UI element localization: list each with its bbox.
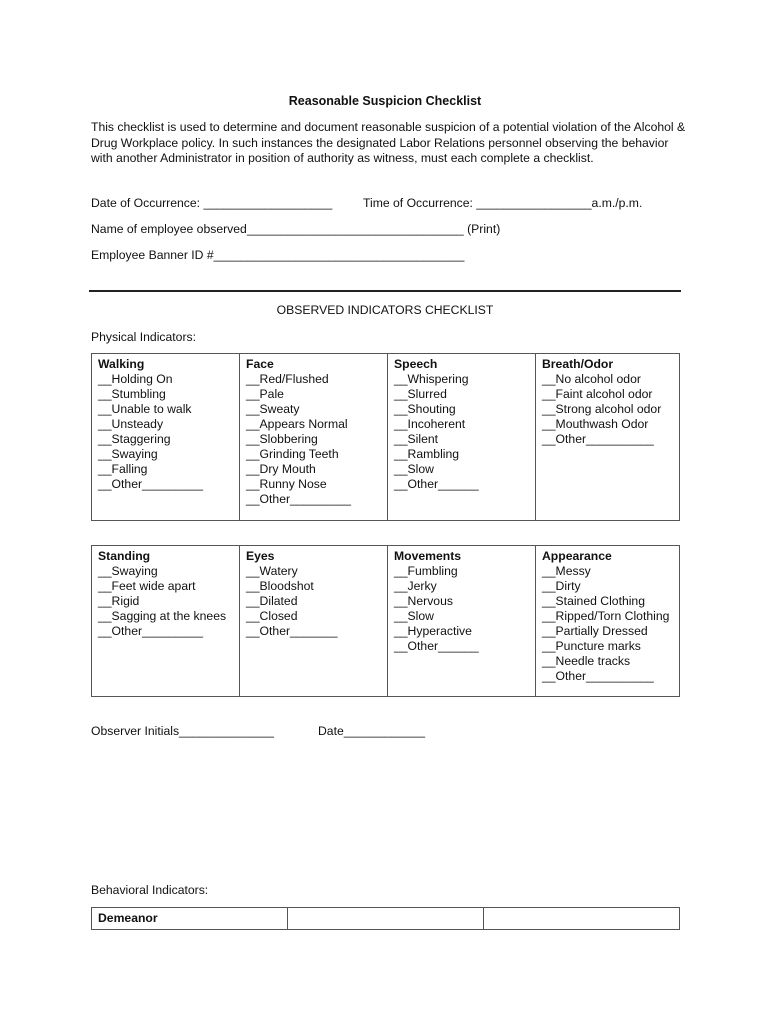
checklist-item[interactable]: __Staggering	[98, 432, 171, 446]
checklist-item[interactable]: __Dirty	[542, 579, 581, 593]
eyes-cell	[240, 546, 388, 697]
checklist-item[interactable]: __Other______	[394, 477, 479, 491]
employee-name-field[interactable]: Name of employee observed________________________________ (Print)	[91, 222, 501, 236]
checklist-item[interactable]: __Other__________	[542, 432, 654, 446]
empty-cell	[484, 908, 680, 930]
checklist-item[interactable]: __Appears Normal	[246, 417, 348, 431]
column-header: Speech	[394, 357, 438, 371]
checklist-item[interactable]: __Unable to walk	[98, 402, 192, 416]
checklist-item[interactable]: __Other______	[394, 639, 479, 653]
checklist-item[interactable]: __Mouthwash Odor	[542, 417, 649, 431]
page-title: Reasonable Suspicion Checklist	[288, 94, 482, 108]
checklist-item[interactable]: __Messy	[542, 564, 591, 578]
checklist-item[interactable]: __No alcohol odor	[542, 372, 641, 386]
checklist-item[interactable]: __Stained Clothing	[542, 594, 645, 608]
checklist-item[interactable]: __Other_________	[98, 477, 204, 491]
column-header: Appearance	[542, 549, 612, 563]
speech-cell	[388, 354, 536, 521]
date-field[interactable]: Date____________	[318, 724, 426, 738]
checklist-item[interactable]: __Nervous	[394, 594, 453, 608]
checklist-item[interactable]: __Dilated	[246, 594, 298, 608]
standing-cell	[92, 546, 240, 697]
checklist-item[interactable]: __Puncture marks	[542, 639, 641, 653]
checklist-item[interactable]: __Dry Mouth	[246, 462, 316, 476]
column-header: Face	[246, 357, 274, 371]
checklist-item[interactable]: __Sagging at the knees	[98, 609, 227, 623]
movements-cell	[388, 546, 536, 697]
checklist-item[interactable]: __Swaying	[98, 447, 158, 461]
observed-indicators-title: OBSERVED INDICATORS CHECKLIST	[276, 303, 494, 317]
checklist-item[interactable]: __Hyperactive	[394, 624, 472, 638]
checklist-item[interactable]: __Other_________	[246, 492, 352, 506]
checklist-item[interactable]: __Other_________	[98, 624, 204, 638]
checklist-item[interactable]: __Slobbering	[246, 432, 318, 446]
column-header: Walking	[98, 357, 145, 371]
checklist-item[interactable]: __Whispering	[394, 372, 469, 386]
checklist-item[interactable]: __Holding On	[98, 372, 173, 386]
checklist-item[interactable]: __Shouting	[394, 402, 456, 416]
checklist-item[interactable]: __Unsteady	[98, 417, 164, 431]
column-header: Eyes	[246, 549, 275, 563]
checklist-item[interactable]: __Swaying	[98, 564, 158, 578]
checklist-item[interactable]: __Fumbling	[394, 564, 458, 578]
checklist-item[interactable]: __Slow	[394, 462, 434, 476]
checklist-item[interactable]: __Bloodshot	[246, 579, 314, 593]
physical-indicators-table-1	[91, 353, 680, 521]
checklist-item[interactable]: __Grinding Teeth	[246, 447, 339, 461]
checklist-item[interactable]: __Incoherent	[394, 417, 466, 431]
checklist-item[interactable]: __Silent	[394, 432, 439, 446]
banner-id-field[interactable]: Employee Banner ID #_____________________________________	[91, 248, 465, 262]
walking-cell	[92, 354, 240, 521]
checklist-item[interactable]: __Watery	[246, 564, 298, 578]
checklist-item[interactable]: __Ripped/Torn Clothing	[542, 609, 670, 623]
empty-cell	[288, 908, 484, 930]
time-of-occurrence-field[interactable]: Time of Occurrence: _________________a.m./p.m.	[363, 196, 643, 210]
checklist-item[interactable]: __Needle tracks	[542, 654, 631, 668]
checklist-item[interactable]: __Faint alcohol odor	[542, 387, 653, 401]
checklist-item[interactable]: __Other__________	[542, 669, 654, 683]
column-header: Movements	[394, 549, 462, 563]
checklist-item[interactable]: __Falling	[98, 462, 148, 476]
behavioral-indicators-table	[91, 907, 680, 930]
checklist-item[interactable]: __Feet wide apart	[98, 579, 196, 593]
section-divider	[89, 290, 681, 292]
checklist-item[interactable]: __Stumbling	[98, 387, 166, 401]
physical-indicators-table-2	[91, 545, 680, 697]
checklist-item[interactable]: __Slow	[394, 609, 434, 623]
checklist-item[interactable]: __Slurred	[394, 387, 447, 401]
checklist-item[interactable]: __Rigid	[98, 594, 140, 608]
checklist-item[interactable]: __Red/Flushed	[246, 372, 329, 386]
demeanor-cell	[92, 908, 288, 930]
breath-odor-cell	[536, 354, 680, 521]
observer-initials-field[interactable]: Observer Initials______________	[91, 724, 274, 738]
behavioral-indicators-label: Behavioral Indicators:	[91, 883, 209, 897]
column-header: Breath/Odor	[542, 357, 614, 371]
date-of-occurrence-field[interactable]: Date of Occurrence: ___________________	[91, 196, 333, 210]
checklist-item[interactable]: __Closed	[246, 609, 298, 623]
checklist-item[interactable]: __Strong alcohol odor	[542, 402, 662, 416]
checklist-item[interactable]: __Runny Nose	[246, 477, 327, 491]
checklist-item[interactable]: __Rambling	[394, 447, 460, 461]
column-header: Demeanor	[98, 911, 158, 925]
checklist-item[interactable]: __Other_______	[246, 624, 338, 638]
checklist-item[interactable]: __Sweaty	[246, 402, 300, 416]
intro-paragraph: This checklist is used to determine and document reasonable suspicion of a potential violation of the Alcohol & Drug Workplace policy. In such instances the designated Labor Relations personnel observing the behavior with another Administrator in position of authority as witness, must each complete a checklist.	[91, 120, 686, 166]
face-cell	[240, 354, 388, 521]
checklist-item[interactable]: __Partially Dressed	[542, 624, 648, 638]
column-header: Standing	[98, 549, 151, 563]
physical-indicators-label: Physical Indicators:	[91, 330, 196, 344]
checklist-item[interactable]: __Pale	[246, 387, 284, 401]
appearance-cell	[536, 546, 680, 697]
checklist-item[interactable]: __Jerky	[394, 579, 437, 593]
